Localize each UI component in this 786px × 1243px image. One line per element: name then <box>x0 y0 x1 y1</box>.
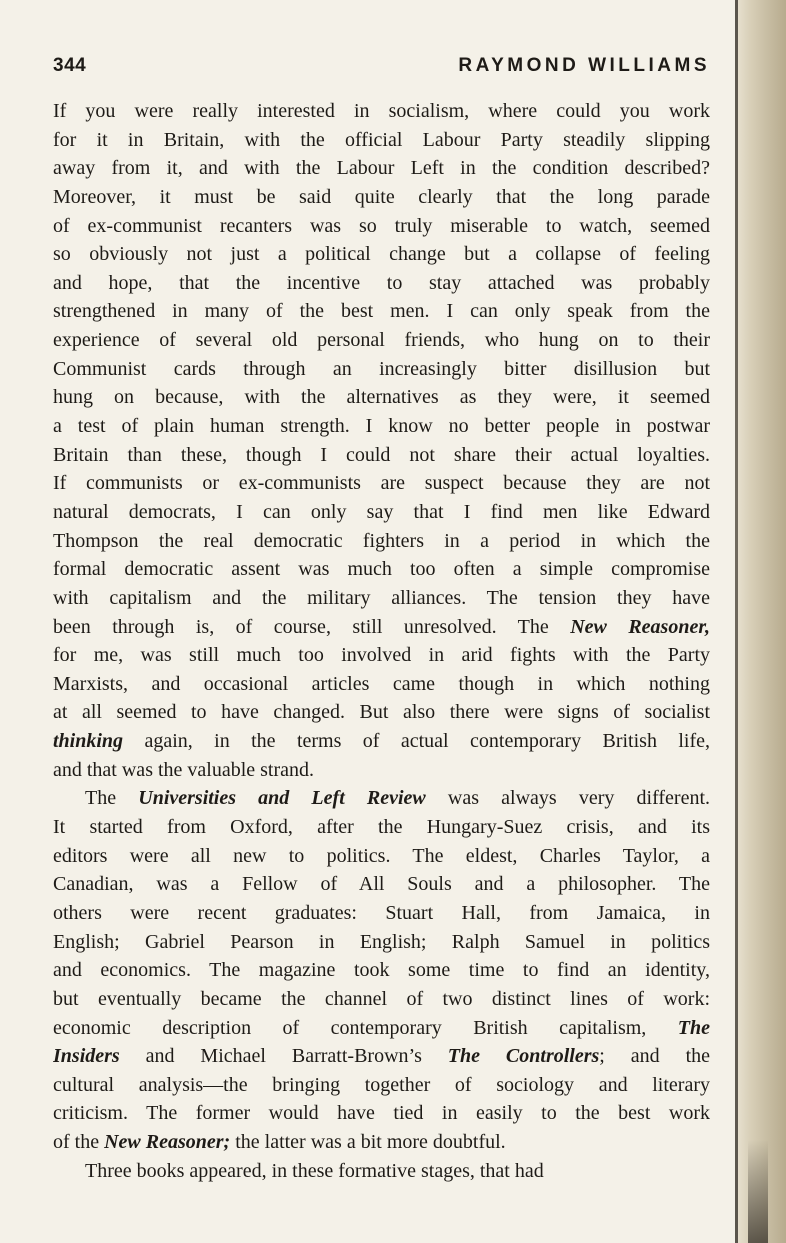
text-span: others were recent graduates: Stuart Hall, from Jamaica, in <box>53 901 710 924</box>
text-span: Moreover, it must be said quite clearly that the long parade <box>53 185 710 208</box>
text-span: The <box>85 787 139 810</box>
text-span: of ex-communist recanters was so truly miserable to watch, seemed <box>53 214 710 237</box>
text-span: and that was the valuable strand. <box>53 758 315 781</box>
text-line <box>53 813 710 842</box>
italic-text: New Reasoner, <box>570 615 710 638</box>
text-span: formal democratic assent was much too often a simple compromise <box>53 558 710 581</box>
text-span: with capitalism and the military alliances. The tension they have <box>53 586 710 609</box>
text-line <box>53 870 710 899</box>
italic-text: Insiders <box>53 1045 120 1068</box>
text-span: economic description of contemporary British capitalism, <box>53 1016 678 1039</box>
text-span: Canadian, was a Fellow of All Souls and a philosopher. The <box>53 873 710 896</box>
text-span: at all seemed to have changed. But also there were signs of socialist <box>53 701 710 724</box>
text-line <box>53 613 710 642</box>
text-span: criticism. The former would have tied in easily to the best work <box>53 1102 710 1125</box>
text-span: for it in Britain, with the official Labour Party steadily slipping <box>53 128 710 151</box>
spine-shadow <box>748 1140 768 1243</box>
text-line <box>53 126 710 155</box>
text-span: hung on because, with the alternatives as they were, it seemed <box>53 386 710 409</box>
book-spine <box>735 0 786 1243</box>
spine-edge <box>735 0 738 1243</box>
italic-text: thinking <box>53 730 124 753</box>
text-line <box>53 698 710 727</box>
text-span: Thompson the real democratic fighters in a period in which the <box>53 529 710 552</box>
text-span: Communist cards through an increasingly bitter disillusion but <box>53 357 710 380</box>
text-span: was always very different. <box>425 787 710 810</box>
text-line <box>53 928 710 957</box>
text-span: It started from Oxford, after the Hungary-Suez crisis, and its <box>53 816 710 839</box>
text-line <box>53 240 710 269</box>
text-span: and hope, that the incentive to stay attached was probably <box>53 271 710 294</box>
text-line <box>53 326 710 355</box>
text-line <box>53 441 710 470</box>
text-line <box>53 469 710 498</box>
text-line <box>53 985 710 1014</box>
text-span: again, in the terms of actual contemporary British life, <box>123 730 710 753</box>
text-span: so obviously not just a political change but a collapse of feeling <box>53 243 710 266</box>
text-line <box>53 956 710 985</box>
text-line <box>53 1042 710 1071</box>
text-span: Marxists, and occasional articles came though in which nothing <box>53 672 710 695</box>
text-span: cultural analysis—the bringing together of sociology and literary <box>53 1073 710 1096</box>
text-line <box>53 383 710 412</box>
text-line <box>53 355 710 384</box>
text-line <box>53 297 710 326</box>
text-line <box>53 1157 710 1186</box>
text-line <box>53 1099 710 1128</box>
text-line <box>53 1071 710 1100</box>
text-line <box>53 412 710 441</box>
text-span: English; Gabriel Pearson in English; Ralph Samuel in politics <box>53 930 710 953</box>
text-line <box>53 183 710 212</box>
text-span: natural democrats, I can only say that I find men like Edward <box>53 500 710 523</box>
text-line <box>53 1128 710 1157</box>
text-line <box>53 498 710 527</box>
text-span: If communists or ex-communists are suspect because they are not <box>53 472 710 495</box>
text-span: ; and the <box>599 1045 710 1068</box>
text-span: editors were all new to politics. The eldest, Charles Taylor, a <box>53 844 710 867</box>
italic-text: The Controllers <box>447 1045 600 1068</box>
text-line <box>53 1014 710 1043</box>
text-line <box>53 555 710 584</box>
page-number: 344 <box>53 55 87 76</box>
text-span: strengthened in many of the best men. I can only speak from the <box>53 300 710 323</box>
text-span: experience of several old personal friends, who hung on to their <box>53 329 710 352</box>
text-span: for me, was still much too involved in arid fights with the Party <box>53 644 710 667</box>
text-span: away from it, and with the Labour Left in the condition described? <box>53 157 710 180</box>
text-line <box>53 842 710 871</box>
text-line <box>53 97 710 126</box>
text-span: but eventually became the channel of two distinct lines of work: <box>53 987 710 1010</box>
text-span: a test of plain human strength. I know no better people in postwar <box>53 415 710 438</box>
text-line <box>53 784 710 813</box>
text-line <box>53 641 710 670</box>
text-span: and Michael Barratt-Brown’s <box>119 1045 448 1068</box>
italic-text: New Reasoner; <box>104 1131 231 1154</box>
text-span: and economics. The magazine took some time to find an identity, <box>53 959 710 982</box>
italic-text: Universities and Left Review <box>138 787 426 810</box>
text-line <box>53 212 710 241</box>
text-line <box>53 756 710 785</box>
text-line <box>53 527 710 556</box>
text-line <box>53 670 710 699</box>
page-header <box>53 55 710 85</box>
body-text <box>53 97 710 1185</box>
text-span: of the <box>53 1131 105 1154</box>
text-line <box>53 269 710 298</box>
text-span: Britain than these, though I could not share their actual loyalties. <box>53 443 710 466</box>
text-span: Three books appeared, in these formative stages, that had <box>85 1159 544 1182</box>
text-line <box>53 899 710 928</box>
text-span: been through is, of course, still unresolved. The <box>53 615 571 638</box>
text-line <box>53 727 710 756</box>
running-head: RAYMOND WILLIAMS <box>458 55 710 76</box>
text-span: If you were really interested in socialism, where could you work <box>53 100 710 122</box>
italic-text: The <box>677 1016 710 1039</box>
text-line <box>53 154 710 183</box>
text-line <box>53 584 710 613</box>
text-span: the latter was a bit more doubtful. <box>230 1131 506 1154</box>
